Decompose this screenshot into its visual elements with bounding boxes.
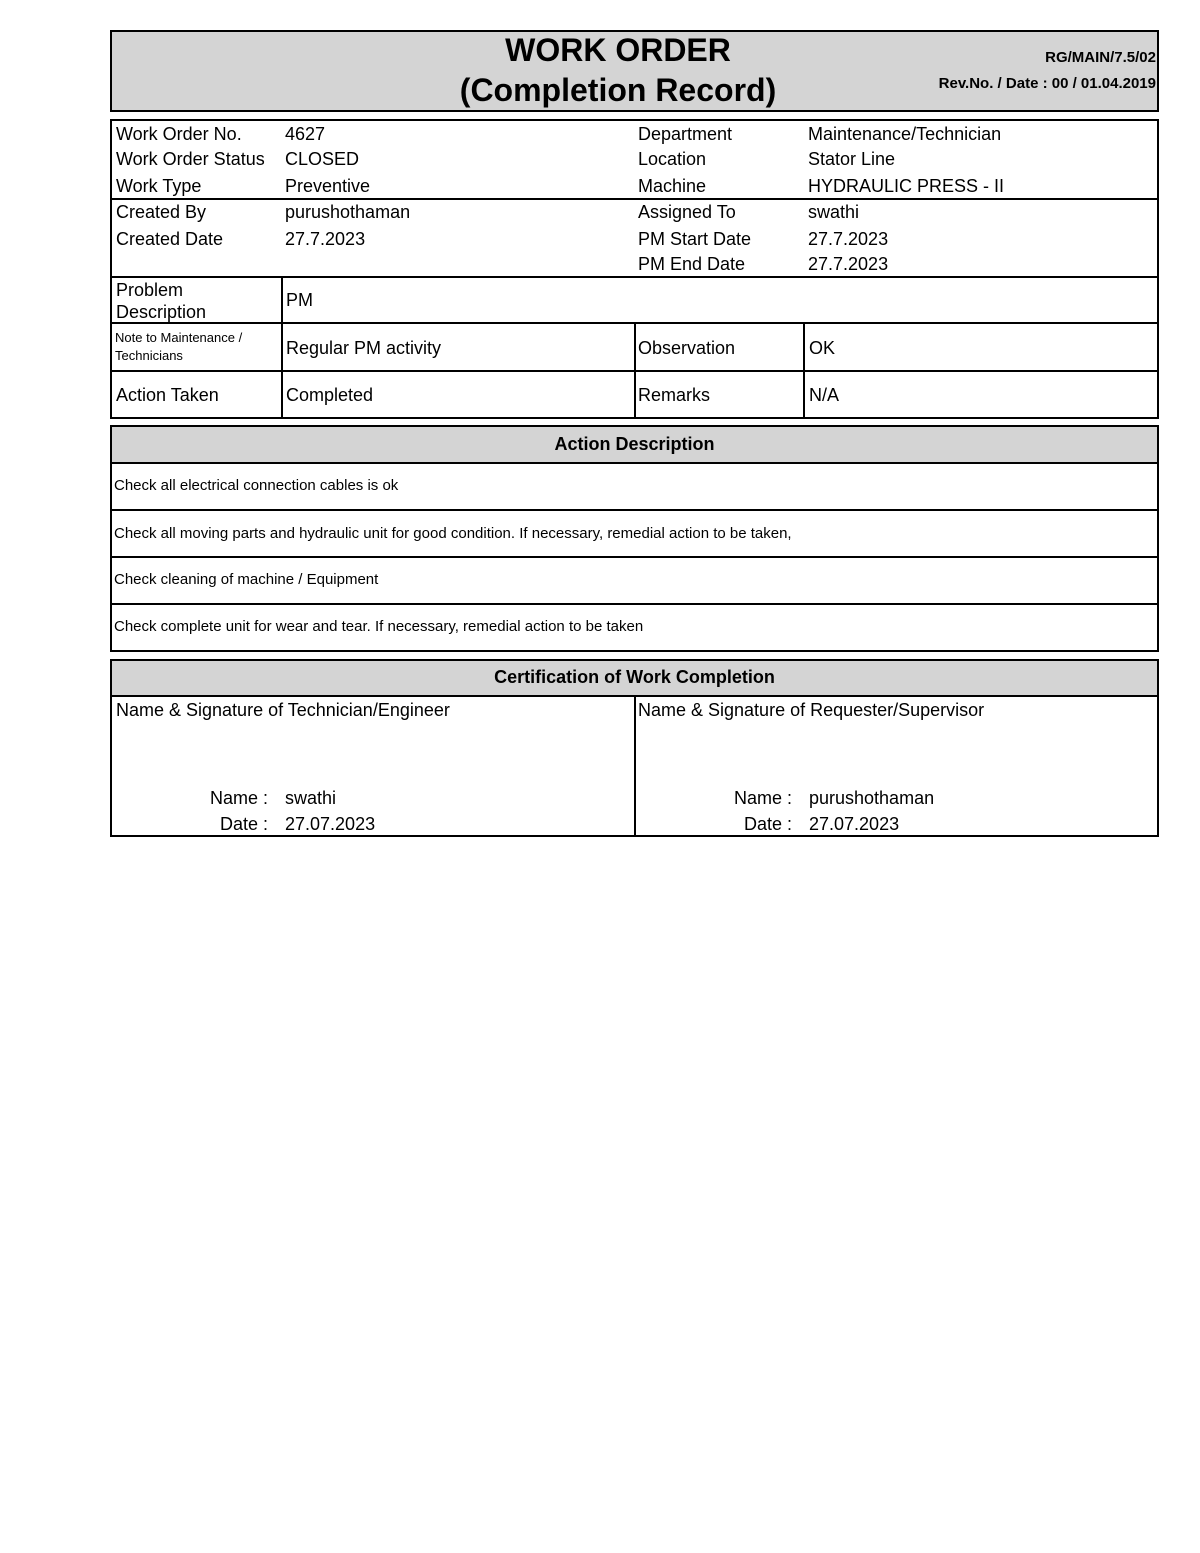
- pm-start-label: PM Start Date: [638, 229, 752, 249]
- requester-date-label: Date :: [743, 814, 792, 834]
- observation-label: Observation: [638, 338, 736, 358]
- remarks-label: Remarks: [638, 385, 711, 405]
- location-label: Location: [638, 149, 707, 169]
- requester-name-label: Name :: [733, 788, 792, 808]
- action-description-heading: Action Description: [554, 434, 715, 454]
- note-value: Regular PM activity: [286, 338, 442, 358]
- doc-code: RG/MAIN/7.5/02: [1045, 49, 1156, 66]
- department-label: Department: [638, 124, 733, 144]
- observation-value: OK: [809, 338, 836, 358]
- action-taken-value: Completed: [286, 385, 374, 405]
- created-by-value: purushothaman: [285, 202, 411, 222]
- requester-date: 27.07.2023: [809, 814, 900, 834]
- machine-label: Machine: [638, 176, 707, 196]
- assigned-to-label: Assigned To: [638, 202, 736, 222]
- status-label: Work Order Status: [116, 149, 265, 169]
- pm-start-value: 27.7.2023: [808, 229, 889, 249]
- note-label-line2: Technicians: [115, 348, 183, 363]
- requester-title: Name & Signature of Requester/Supervisor: [638, 700, 985, 720]
- work-order-no-label: Work Order No.: [116, 124, 242, 144]
- assigned-to-value: swathi: [808, 202, 860, 222]
- pm-end-label: PM End Date: [638, 254, 746, 274]
- technician-date: 27.07.2023: [285, 814, 376, 834]
- revision: Rev.No. / Date : 00 / 01.04.2019: [938, 75, 1156, 92]
- technician-date-label: Date :: [219, 814, 268, 834]
- work-type-label: Work Type: [116, 176, 202, 196]
- problem-value: PM: [286, 290, 313, 310]
- divider: [803, 322, 805, 419]
- divider: [634, 695, 636, 837]
- technician-name-label: Name :: [209, 788, 268, 808]
- divider: [110, 556, 1159, 558]
- divider: [110, 509, 1159, 511]
- title-line2: (Completion Record): [459, 72, 777, 108]
- created-date-label: Created Date: [116, 229, 224, 249]
- divider: [110, 462, 1159, 464]
- title-line1: WORK ORDER: [505, 32, 731, 68]
- created-date-value: 27.7.2023: [285, 229, 366, 249]
- technician-title: Name & Signature of Technician/Engineer: [116, 700, 450, 720]
- divider: [281, 276, 283, 419]
- divider: [110, 603, 1159, 605]
- machine-value: HYDRAULIC PRESS - II: [808, 176, 1005, 196]
- status-value: CLOSED: [285, 149, 360, 169]
- action-item: Check complete unit for wear and tear. If necessary, remedial action to be taken: [114, 618, 644, 635]
- created-assigned-box: [110, 198, 1159, 278]
- problem-label-line1: Problem: [116, 280, 184, 300]
- problem-label-line2: Description: [116, 302, 207, 322]
- department-value: Maintenance/Technician: [808, 124, 1002, 144]
- action-taken-label: Action Taken: [116, 385, 219, 405]
- technician-name: swathi: [285, 788, 337, 808]
- action-item: Check all electrical connection cables is ok: [114, 477, 399, 494]
- remarks-value: N/A: [809, 385, 840, 405]
- action-item: Check cleaning of machine / Equipment: [114, 571, 379, 588]
- note-label-line1: Note to Maintenance /: [115, 330, 243, 345]
- action-item: Check all moving parts and hydraulic unit for good condition. If necessary, remedial action to be taken,: [114, 525, 792, 542]
- work-order-no-value: 4627: [285, 124, 326, 144]
- divider: [634, 322, 636, 419]
- requester-name: purushothaman: [809, 788, 935, 808]
- created-by-label: Created By: [116, 202, 207, 222]
- work-type-value: Preventive: [285, 176, 371, 196]
- location-value: Stator Line: [808, 149, 896, 169]
- pm-end-value: 27.7.2023: [808, 254, 889, 274]
- certification-heading: Certification of Work Completion: [494, 667, 775, 687]
